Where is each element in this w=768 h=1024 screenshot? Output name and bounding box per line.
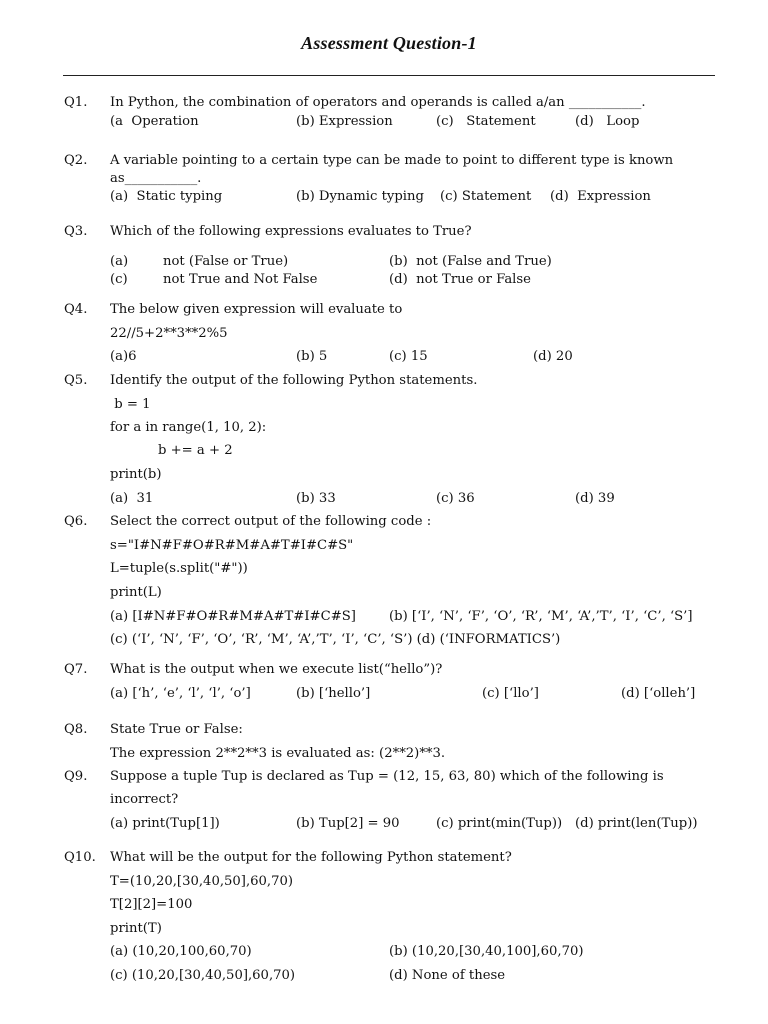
option-c: (c) 15 [389,349,428,364]
option-c: (c) Statement [436,114,536,129]
code-line: b = 1 [110,397,151,412]
question-number: Q4. [64,302,88,317]
option-b: (b) 33 [296,491,336,506]
option-c: not True and Not False [163,272,318,287]
question-text: State True or False: [110,722,243,737]
option-c: (c) Statement [440,189,532,204]
question-number: Q10. [64,850,96,865]
option-b: (b) [‘I’, ‘N’, ‘F’, ‘O’, ‘R’, ‘M’, ‘A’,’T’, ‘I’, ‘C’, ‘S’] [389,609,693,624]
option-b: (b) Dynamic typing [296,189,424,204]
option-a: (a) [I#N#F#O#R#M#A#T#I#C#S] [110,609,356,624]
option-c: (c) [‘llo’] [482,686,539,701]
option-a: (a) [‘h’, ‘e’, ‘l’, ‘l’, ‘o’] [110,686,251,701]
option-a: (a) Static typing [110,189,223,204]
option-b: (b) [‘hello’] [296,686,371,701]
question-text: Select the correct output of the following code : [110,514,432,529]
question-text-cont: The expression 2**2**3 is evaluated as: (2**2)**3. [110,746,446,761]
option-d: (d) None of these [389,968,506,983]
option-b: (b) Expression [296,114,393,129]
code-line: T[2][2]=100 [110,897,193,912]
option-c: (c) 36 [436,491,475,506]
option-b: (b) Tup[2] = 90 [296,816,400,831]
question-number: Q8. [64,722,88,737]
code-line: 22//5+2**3**2%5 [110,326,228,341]
question-text: Identify the output of the following Python statements. [110,373,478,388]
option-a: (a Operation [110,114,199,129]
code-line: print(T) [110,921,162,936]
option-d: (d) not True or False [389,272,531,287]
option-d: (d) 20 [533,349,573,364]
option-d: (d) print(len(Tup)) [575,816,698,831]
page-title: Assessment Question-1 [301,33,477,53]
question-text: What will be the output for the following Python statement? [110,850,512,865]
option-a: (a)6 [110,349,137,364]
question-text: Which of the following expressions evaluates to True? [110,224,472,239]
question-number: Q7. [64,662,88,677]
question-text: Suppose a tuple Tup is declared as Tup = (12, 15, 63, 80) which of the following is [110,769,664,784]
code-line: s="I#N#F#O#R#M#A#T#I#C#S" [110,538,354,553]
option-c-d: (c) (‘I’, ‘N’, ‘F’, ‘O’, ‘R’, ‘M’, ‘A’,’T’, ‘I’, ‘C’, ‘S’) (d) (‘INFORMATICS’) [110,632,561,647]
code-line: T=(10,20,[30,40,50],60,70) [110,874,294,889]
option-b: (b) 5 [296,349,328,364]
option-d: (d) Expression [550,189,651,204]
code-line: b += a + 2 [158,443,233,458]
option-c: (c) (10,20,[30,40,50],60,70) [110,968,296,983]
option-d: (d) Loop [575,114,640,129]
question-number: Q6. [64,514,88,529]
question-text: What is the output when we execute list(“hello”)? [110,662,443,677]
option-a: (a) print(Tup[1]) [110,816,220,831]
option-b: (b) not (False and True) [389,254,552,269]
option-c: (c) print(min(Tup)) [436,816,563,831]
question-text-cont: incorrect? [110,792,179,807]
question-number: Q3. [64,224,88,239]
question-number: Q1. [64,95,88,110]
question-number: Q9. [64,769,88,784]
option-d: (d) 39 [575,491,615,506]
question-text: The below given expression will evaluate to [110,302,403,317]
code-line: for a in range(1, 10, 2): [110,420,267,435]
question-text: In Python, the combination of operators and operands is called a/an ___________. [110,95,646,110]
question-text-cont: as___________. [110,171,202,186]
code-line: print(L) [110,585,162,600]
option-d: (d) [‘olleh’] [621,686,696,701]
question-text: A variable pointing to a certain type can be made to point to different type is known [110,153,674,168]
code-line: L=tuple(s.split("#")) [110,561,248,576]
option-a: (a) 31 [110,491,154,506]
title-divider [63,75,715,76]
question-number: Q5. [64,373,88,388]
option-a-label: (a) [110,254,129,269]
code-line: print(b) [110,467,162,482]
option-a: (a) (10,20,100,60,70) [110,944,252,959]
option-a: not (False or True) [163,254,289,269]
option-b: (b) (10,20,[30,40,100],60,70) [389,944,584,959]
question-number: Q2. [64,153,88,168]
option-c-label: (c) [110,272,128,287]
